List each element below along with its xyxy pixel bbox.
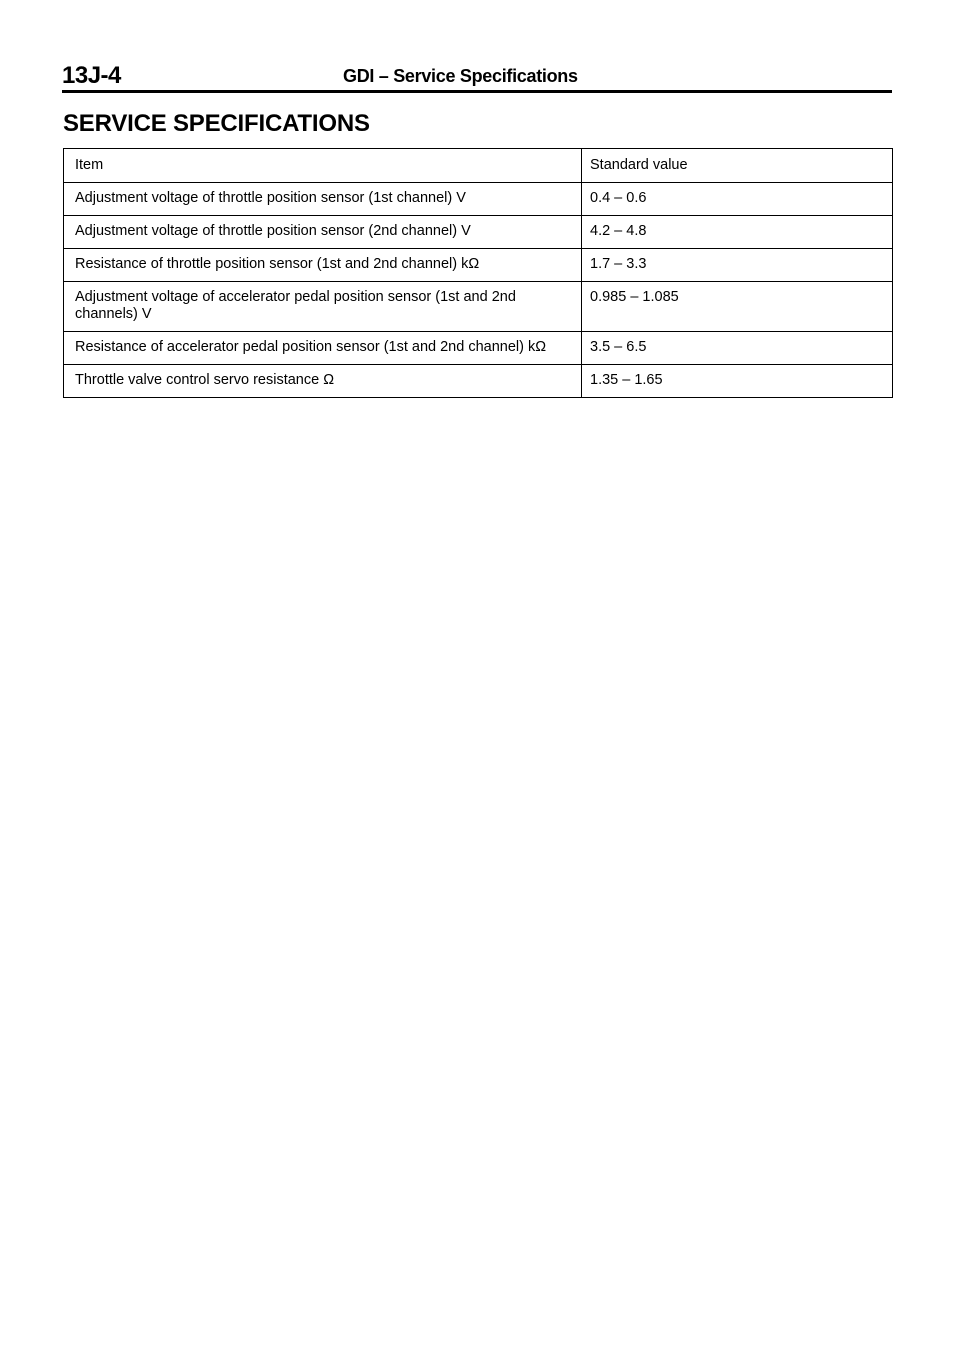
table-header-row [64, 149, 893, 183]
section-title: SERVICE SPECIFICATIONS [63, 110, 370, 137]
page-number: 13J-4 [62, 62, 121, 89]
item-cell: Adjustment voltage of throttle position sensor (2nd channel) V [64, 216, 582, 249]
table-row [64, 365, 893, 398]
table-row [64, 282, 893, 332]
header-rule [62, 90, 892, 93]
table-row [64, 249, 893, 282]
running-header: GDI – Service Specifications [343, 66, 578, 86]
table-row [64, 216, 893, 249]
value-cell: 1.7 – 3.3 [582, 249, 893, 282]
value-cell: 0.4 – 0.6 [582, 183, 893, 216]
value-cell: 4.2 – 4.8 [582, 216, 893, 249]
column-header-item: Item [64, 149, 582, 183]
item-cell: Resistance of accelerator pedal position sensor (1st and 2nd channel) kΩ [64, 332, 582, 365]
value-cell: 1.35 – 1.65 [582, 365, 893, 398]
specifications-table [63, 148, 893, 398]
table-row [64, 183, 893, 216]
item-cell: Throttle valve control servo resistance Ω [64, 365, 582, 398]
item-cell: Adjustment voltage of throttle position sensor (1st channel) V [64, 183, 582, 216]
value-cell: 3.5 – 6.5 [582, 332, 893, 365]
item-cell: Adjustment voltage of accelerator pedal position sensor (1st and 2nd channels) V [64, 282, 582, 332]
item-cell: Resistance of throttle position sensor (1st and 2nd channel) kΩ [64, 249, 582, 282]
column-header-standard-value: Standard value [582, 149, 893, 183]
value-cell: 0.985 – 1.085 [582, 282, 893, 332]
table-row [64, 332, 893, 365]
